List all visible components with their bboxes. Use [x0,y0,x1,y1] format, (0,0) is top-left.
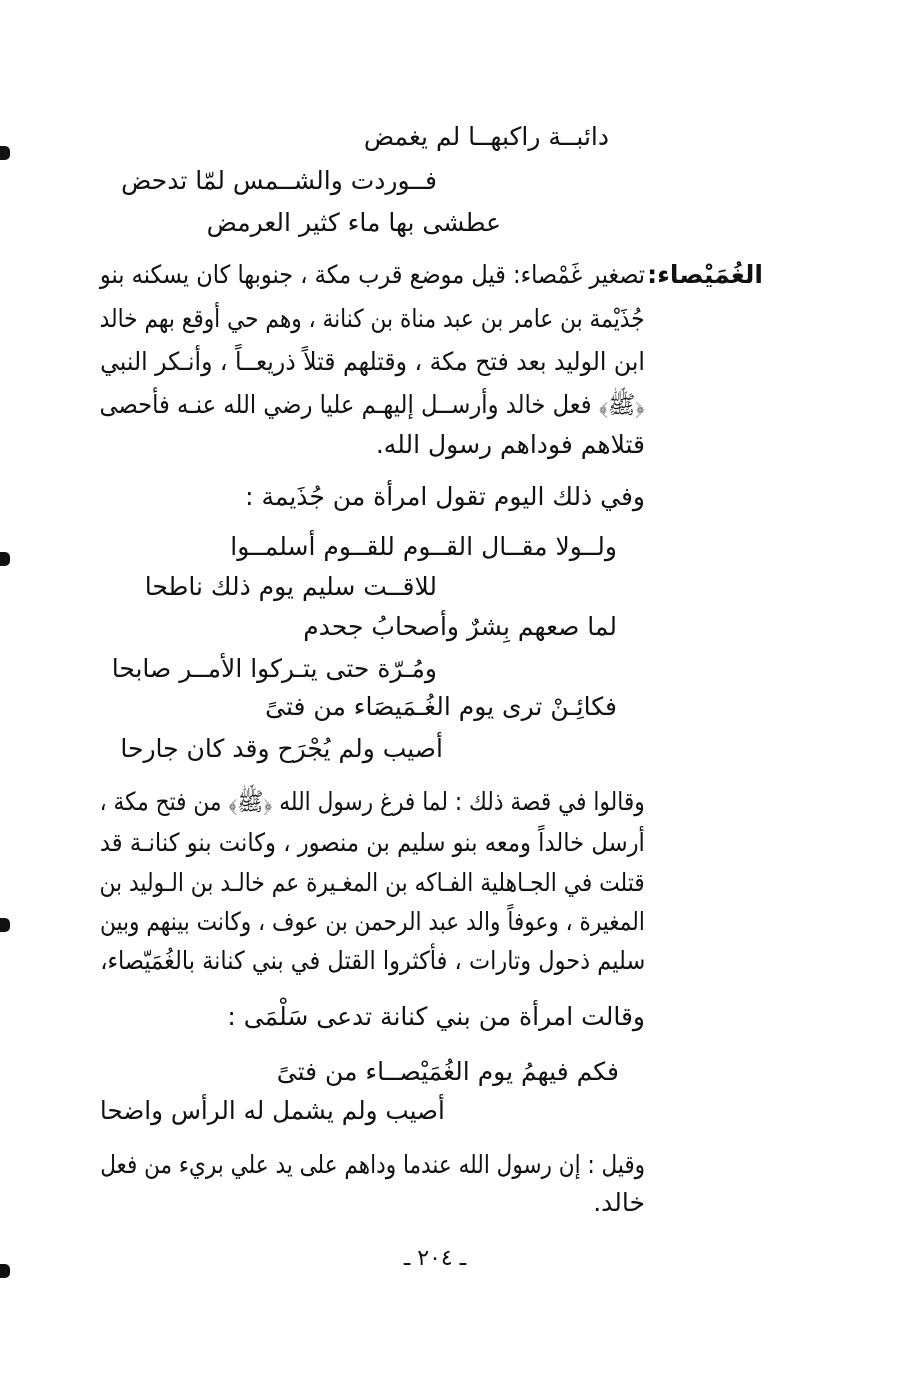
verse-line: أصيب ولم يشمل له الرأس واضحا [100,1096,445,1125]
entry-line: تصغير غَمْصاء: قيل موضع قرب مكة ، جنوبها كان يسكنه بنو [99,260,645,289]
paragraph-line: سليم ذحول وتارات ، فأكثروا القتل في بني كنانة بالغُمَيّصاء، [99,946,645,975]
verse-line: لما صعهم بِشرٌ وأصحابُ جحدم [303,612,617,641]
entry-line: ابن الوليد بعد فتح مكة ، وقتلهم قتلاً ذريعــاً ، وأنـكر النبي [100,347,645,376]
intro-line: وقالت امرأة من بني كنانة تدعى سَلْمَى : [227,1002,645,1031]
paragraph-line: وقيل : إن رسول الله عندما وداهم على يد علي بريء من فعل [100,1150,645,1179]
entry-line: ﴿ﷺ﴾ فعل خالد وأرســل إليهـم عليا رضي الله عنـه فأحصى [99,390,645,419]
entry-headword: الغُمَيْصاء: [647,260,763,289]
verse-line: فكائِـنْ ترى يوم الغُـمَيصَاء من فتىً [265,692,617,721]
verse-line: عطشى بها ماء كثير العرمض [206,208,501,237]
paragraph-line: المغيرة ، وعوفاً والد عبد الرحمن بن عوف ، وكانت بينهم وبين [100,907,645,936]
verse-line: أصيب ولم يُجْرَح وقد كان جارحا [120,734,443,763]
paragraph-line: خالد. [593,1188,645,1217]
scan-edge-mark [0,1264,10,1278]
paragraph-line: وقالوا في قصة ذلك : لما فرغ رسول الله ﴿ﷺ﴾ من فتح مكة ، [99,787,645,816]
intro-line: وفي ذلك اليوم تقول امرأة من جُذَيمة : [245,482,645,511]
entry-line: قتلاهم فوداهم رسول الله. [375,430,645,459]
page-number: ـ ٢٠٤ ـ [403,1246,467,1271]
verse-line: دائبــة راكبهــا لم يغمض [363,122,609,151]
entry-line: جُذَيْمة بن عامر بن عبد مناة بن كنانة ، وهم حي أوقع بهم خالد [100,304,645,333]
verse-line: للاقــت سليم يوم ذلك ناطحا [144,572,437,601]
scan-edge-mark [0,918,10,932]
scan-edge-mark [0,146,10,160]
verse-line: فــوردت والشــمس لمّا تدحض [121,166,437,195]
verse-line: فكم فيهمُ يوم الغُمَيْصــاء من فتىً [276,1057,619,1086]
paragraph-line: أرسل خالداً ومعه بنو سليم بن منصور ، وكانت بنو كنانـة قد [100,828,645,857]
verse-line: ومُـرّة حتى يتـركوا الأمــر صابحا [111,654,437,683]
scan-edge-mark [0,552,10,566]
verse-line: ولــولا مقــال القــوم للقــوم أسلمــوا [230,532,617,561]
paragraph-line: قتلت في الجـاهلية الفـاكه بن المغـيرة عم خالـد بن الـوليد بن [99,868,645,897]
